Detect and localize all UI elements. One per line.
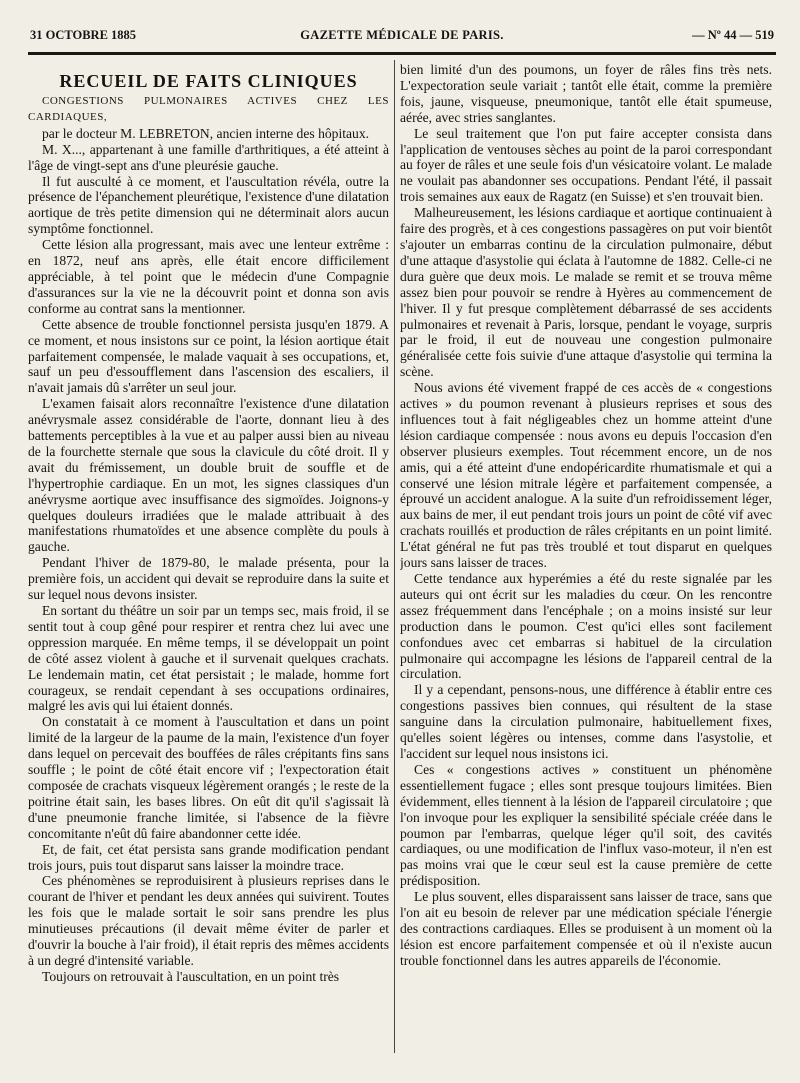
paragraph: On constatait à ce moment à l'auscultation et dans un point limité de la largeur de la paume de la main, l'existence d'un foyer dans lequel on percevait des bouffées de râles crépitants fins sans souffle ; le point de côté était encore vif ; l'expectoration était composée de crachats visqueux légèrement orangés ; le reste de la poitrine était sain, les bases libres. On eût dit qu'il s'agissait là d'une pneumonie franche limitée, si l'absence de la fièvre concomitante n'eût dû faire abandonner cette idée. <box>28 714 389 841</box>
paragraph: Cette lésion alla progressant, mais avec une lenteur extrême : en 1872, neuf ans après, elle était encore difficilement appréciable, à tel point que le médecin d'une Compagnie d'assurances sur la vie ne la découvrit point et donna son avis conforme au contrat sans la mentionner. <box>28 237 389 316</box>
article-subtitle: CONGESTIONS PULMONAIRES ACTIVES CHEZ LES CARDIAQUES, <box>28 95 389 123</box>
paragraph: Toujours on retrouvait à l'auscultation, en un point très <box>42 968 340 984</box>
header-issue-page: — Nº 44 — 519 <box>692 28 774 42</box>
paragraph: Ces « congestions actives » constituent un phénomène essentiellement fugace ; elles sont presque toujours limitées. Bien évidemment, elles tiennent à la lésion de l'appareil circulatoire ; que l'on invoque pour les expliquer la sensibilité spéciale créée dans le poumon par l'embarras, quelque léger qu'il soit, des cavités cardiaques, ou une modification de l'influx vaso-moteur, il n'en est pas moins vrai que le cœur seul est la cause première de cette prédisposition. <box>400 761 772 889</box>
paragraph: Cette tendance aux hyperémies a été du reste signalée par les auteurs qui ont écrit sur les maladies du cœur. On les rencontre assez fréquemment dans l'encéphale ; on a moins insisté sur leur production dans le poumon. C'est qu'ici elles sont facilement confondues avec cet embarras si habituel de la circulation pulmonaire qui accompagne les lésions de l'appareil central de la circulation. <box>400 571 772 682</box>
paragraph: Le seul traitement que l'on put faire accepter consista dans l'application de ventouses sèches au point de la paroi correspondant au foyer de râles et une seule fois d'un vésicatoire volant. Le malade ne voulait pas abandonner ses occupations. Pendant l'été, il passait trois semaines aux eaux de Ragatz (en Suisse) et s'en trouvait bien. <box>400 125 772 205</box>
column-divider <box>394 60 395 1053</box>
article-author: par le docteur M. LEBRETON, ancien interne des hôpitaux. <box>42 125 370 141</box>
right-paragraphs <box>400 126 772 969</box>
left-column <box>28 66 389 1057</box>
paragraph: Pendant l'hiver de 1879-80, le malade présenta, pour la première fois, un accident qui devait se reproduire dans la suite et sur lequel nous devons insister. <box>28 555 389 603</box>
header-date: 31 OCTOBRE 1885 <box>30 28 137 42</box>
header-rule <box>28 52 776 55</box>
paragraph: Nous avions été vivement frappé de ces accès de « congestions actives » du poumon revenant à plusieurs reprises et sous des influences tout à fait négligeables chez un homme atteint d'une lésion cardiaque compensée : nous avons eu depuis l'occasion d'en observer plusieurs exemples. Tout récemment encore, un de nos amis, qui a été atteint d'une endopéricardite rhumatismale et qui a conservé une lésion mitrale légère et parfaitement compensée, a éprouvé un accident analogue. A la suite d'un refroidissement léger, aux bains de mer, il eut pendant trois jours un point de côté vif avec crachats rouillés et production de râles crépitants en un point limité. L'état général ne fut pas très troublé et tout disparut en quelques jours sans laisser de traces. <box>400 380 772 571</box>
paragraph: L'examen faisait alors reconnaître l'existence d'une dilatation anévrysmale assez considérable de l'aorte, donnant lieu à des battements perceptibles à la vue et au palper aussi bien au niveau de la fourchette sternale que sous la clavicule du côté droit. Il y avait du frémissement, un double bruit de souffle et de l'hypertrophie cardiaque. En un mot, les signes classiques d'un anévrysme aortique avec insuffisance des sigmoïdes. Joignons-y quelques douleurs irradiées que le malade attribuait à des manifestations rhumatoïdes et une absence complète du pouls à gauche. <box>28 396 389 555</box>
paragraph: Il y a cependant, pensons-nous, une différence à établir entre ces congestions passives bien connues, qui résultent de la stase sanguine dans la circulation pulmonaire, habituellement fixes, qu'elles soient légères ou intenses, comme dans l'asystolie, et l'accident sur lequel nous insistons ici. <box>400 682 772 761</box>
paragraph: M. X..., appartenant à une famille d'arthritiques, a été atteint à l'âge de vingt-sept ans d'une pleurésie gauche. <box>28 141 389 173</box>
paragraph: Il fut ausculté à ce moment, et l'auscultation révéla, outre la présence de l'épanchement pleurétique, l'existence d'une dilatation aortique de très petite dimension qui ne déterminait alors aucun symptôme fonctionnel. <box>28 173 389 237</box>
paragraph: Malheureusement, les lésions cardiaque et aortique continuaient à faire des progrès, et à ces congestions passagères on put voir bientôt s'ajouter un embarras continu de la circulation pulmonaire, début d'une attaque d'asystolie qui éclata à l'automne de 1882. Celle-ci ne dura guère que deux mois. Le malade se remit et se trouva même assez bien pour pouvoir se rendre à Hyères au commencement de l'hiver. Il y fut presque complètement débarrassé de ses accidents pulmonaires et revenait à Paris, lorsque, pendant le voyage, surpris par le froid, il eut de nouveau une congestion pulmonaire généralisée cette fois suivie d'une attaque d'asystolie qui termina la scène. <box>400 205 772 380</box>
right-column <box>400 62 772 1057</box>
page-header <box>30 28 774 52</box>
paragraph: Ces phénomènes se reproduisirent à plusieurs reprises dans le courant de l'hiver et pendant les deux années qui suivirent. Toutes les fois que le malade sortait le soir sans prendre les plus minutieuses précautions (il devait même éviter de parler et d'ouvrir la bouche à l'air froid), il était repris des mêmes accidents à un degré d'intensité variable. <box>28 873 389 968</box>
left-paragraphs <box>28 142 389 985</box>
paragraph: En sortant du théâtre un soir par un temps sec, mais froid, il se sentit tout à coup gêné pour respirer et rentra chez lui avec une oppression marquée. En même temps, il se développait un point de côté assez violent à gauche et il survenait quelques crachats. Le lendemain matin, cet état persistait ; le malade, homme fort courageux, se rendait cependant à ses occupations ordinaires, malgré les avis qui lui étaient donnés. <box>28 603 389 714</box>
header-journal-title: GAZETTE MÉDICALE DE PARIS. <box>300 28 504 42</box>
paragraph: Et, de fait, cet état persista sans grande modification pendant trois jours, puis tout disparut sans laisser la moindre trace. <box>28 841 389 873</box>
paragraph-continuation: bien limité d'un des poumons, un foyer de râles fins très nets. L'expectoration seule variait ; tantôt elle était, comme la première fois, jaune, visqueuse, pneumonique, tantôt elle était spumeuse, aérée, avec stries sanglantes. <box>400 62 772 125</box>
article-title: RECUEIL DE FAITS CLINIQUES <box>59 71 358 91</box>
paragraph: Le plus souvent, elles disparaissent sans laisser de trace, sans que l'on ait eu besoin de relever par une médication spéciale l'énergie des contractions cardiaques. Elles se produisent à un moment où la lésion est encore parfaitement compensée et où il n'existe aucun trouble fonctionnel dans les autres appareils de l'économie. <box>400 889 772 968</box>
paragraph: Cette absence de trouble fonctionnel persista jusqu'en 1879. A ce moment, et nous insistons sur ce point, la lésion aortique était parfaitement compensée, le malade vaquait à ses occupations, et, sauf un peu d'essoufflement dans l'ascension des escaliers, il n'avait jamais dû s'arrêter un seul jour. <box>28 316 389 396</box>
